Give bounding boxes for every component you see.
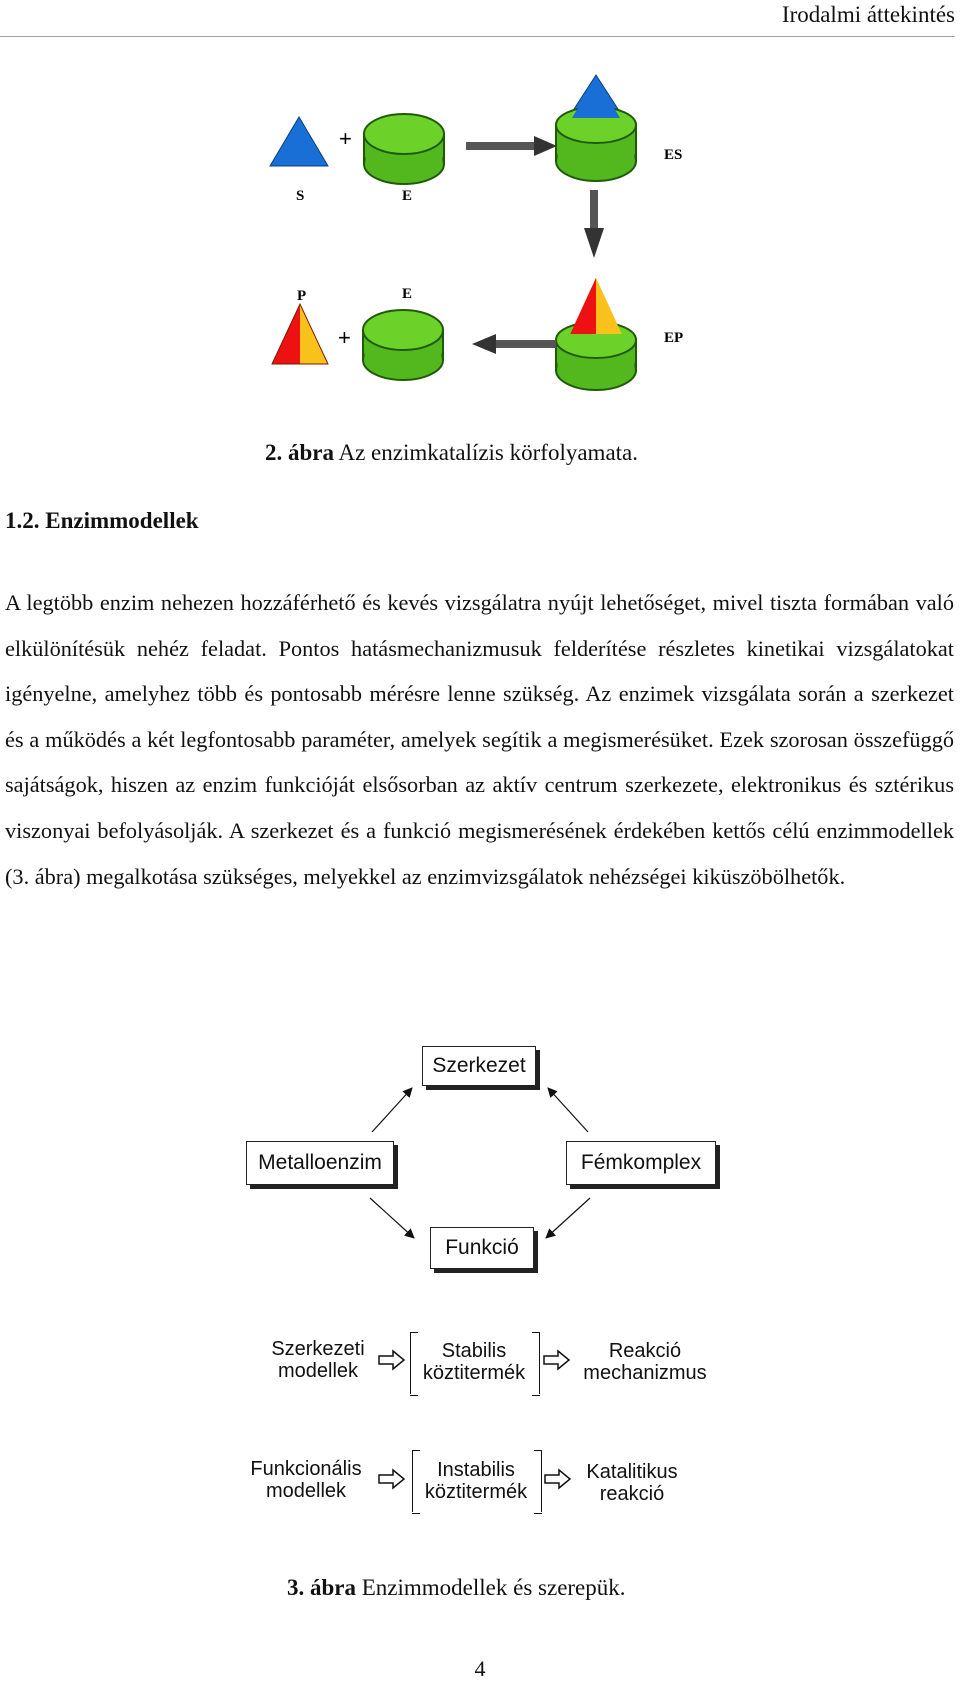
label-E-top: E xyxy=(402,188,413,204)
substrate-triangle xyxy=(270,117,328,166)
box-metalloenzim: Metalloenzim xyxy=(246,1141,394,1185)
row2-catalytic-reaction xyxy=(572,1461,692,1505)
row1-a-line1: Szerkezeti xyxy=(271,1338,365,1360)
row2-functional-models xyxy=(236,1458,376,1502)
hollow-arrow-icon xyxy=(544,1468,572,1490)
arrow-metalloenzim-szerkezet xyxy=(372,1088,412,1132)
product-triangle xyxy=(270,300,330,370)
row2-unstable-intermediate xyxy=(412,1459,540,1503)
arrow-down xyxy=(584,190,604,258)
arrow-femkomplex-szerkezet xyxy=(548,1088,588,1132)
arrow-left xyxy=(472,334,556,354)
ep-complex xyxy=(556,270,636,390)
row2-a-line1: Funkcionális xyxy=(250,1458,362,1480)
label-P: P xyxy=(297,288,307,304)
hollow-arrow-icon xyxy=(378,1349,406,1371)
row2-c-line2: reakció xyxy=(599,1483,665,1505)
enzyme-bottom xyxy=(363,310,443,380)
box-funkcio: Funkció xyxy=(430,1227,534,1269)
section-title: 1.2. Enzimmodellek xyxy=(5,508,199,533)
row1-b-line1: Stabilis xyxy=(441,1340,507,1362)
label-E-bottom: E xyxy=(402,286,413,302)
running-title: Irodalmi áttekintés xyxy=(781,2,955,27)
row1-structural-models xyxy=(258,1338,378,1382)
label-EP: EP xyxy=(664,330,684,346)
box-szerkezet: Szerkezet xyxy=(422,1046,536,1086)
page-number: 4 xyxy=(474,1656,486,1681)
row2-a-line2: modellek xyxy=(265,1480,347,1502)
figure2-caption-number: 2. ábra xyxy=(265,440,334,465)
row1-c-line1: Reakció xyxy=(608,1340,682,1362)
figure3-caption-text: Enzimmodellek és szerepük. xyxy=(356,1575,626,1600)
enzyme-cycle-figure xyxy=(0,0,960,440)
hollow-arrow-icon xyxy=(543,1349,571,1371)
es-complex xyxy=(556,75,636,181)
row2-c-line1: Katalitikus xyxy=(586,1461,678,1483)
body-paragraph: A legtöbb enzim nehezen hozzáférhető és kevés vizsgálatra nyújt lehetőséget, mivel tiszta formában való elkülönítésük nehéz feladat. Pontos hatásmechanizmusuk felderítése részletes kinetikai vizsgálatokat igényelne, amelyhez több és pontosabb mérésre lenne szükség. Az enzimek vizsgálata során a szerkezet és a működés a két legfontosabb paraméter, amelyek segítik a megismerésüket. Ezek szorosan összefüggő sajátságok, hiszen az enzim funkcióját elsősorban az aktív centrum szerkezete, elektronikus és sztérikus viszonyai befolyásolják. A szerkezet és a funkció megismerésének érdekében kettős célú enzimmodellek (3. ábra) megalkotása szükséges, melyekkel az enzimvizsgálatok nehézségei kiküszöbölhetők. xyxy=(5,590,954,889)
plus-sign-top: + xyxy=(339,126,352,151)
figure3-caption-number: 3. ábra xyxy=(287,1575,356,1600)
row2-b-line1: Instabilis xyxy=(437,1459,515,1481)
label-ES: ES xyxy=(664,147,683,163)
row2-b-line2: köztitermék xyxy=(424,1481,528,1503)
row1-a-line2: modellek xyxy=(277,1360,359,1382)
row1-stable-intermediate xyxy=(410,1340,538,1384)
figure2-caption xyxy=(265,440,638,466)
hollow-arrow-icon xyxy=(378,1468,406,1490)
arrow-metalloenzim-funkcio xyxy=(370,1198,414,1238)
enzyme-top xyxy=(364,114,444,184)
figure3-caption xyxy=(287,1575,626,1601)
arrow-right xyxy=(466,136,557,156)
label-S: S xyxy=(296,188,305,204)
arrow-femkomplex-funkcio xyxy=(546,1198,590,1238)
plus-sign-bottom: + xyxy=(338,325,351,350)
row1-b-line2: köztitermék xyxy=(422,1362,526,1384)
row1-c-line2: mechanizmus xyxy=(583,1362,707,1384)
box-femkomplex: Fémkomplex xyxy=(566,1141,716,1185)
row1-reaction-mechanism xyxy=(572,1340,718,1384)
figure2-caption-text: Az enzimkatalízis körfolyamata. xyxy=(334,440,638,465)
